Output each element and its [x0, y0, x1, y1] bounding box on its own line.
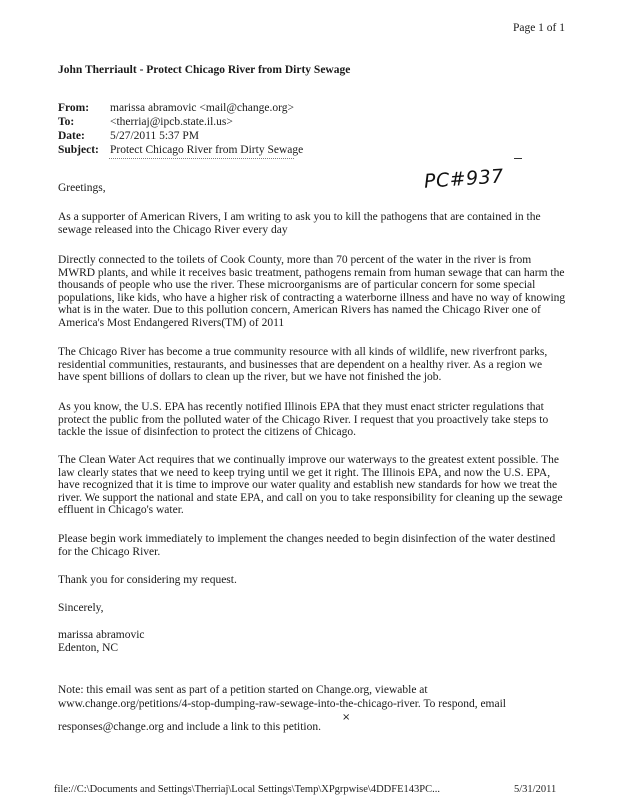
header-to-row — [58, 116, 233, 128]
paragraph-3: The Chicago River has become a true community resource with all kinds of wildlife, new riverfront parks, residential communities, restaurants, and businesses that are dependent on a healthy river. As a region we have spent billions of dollars to clean up the river, but we have not finished the job. — [58, 346, 548, 384]
x-mark: × — [342, 712, 351, 723]
note-line-2[interactable]: www.change.org/petitions/4-stop-dumping-raw-sewage-into-the-chicago-river. To respond, email — [58, 698, 506, 710]
cutoff-dash — [514, 158, 522, 159]
page-number: Page 1 of 1 — [512, 22, 565, 34]
signer-name: marissa abramovic — [58, 629, 145, 641]
cutoff-line — [109, 158, 294, 162]
thanks-line: Thank you for considering my request. — [58, 574, 237, 586]
header-subject-row — [58, 144, 303, 156]
document-title: John Therriault - Protect Chicago River from Dirty Sewage — [58, 64, 351, 76]
paragraph-5: The Clean Water Act requires that we continually improve our waterways to the greatest extent possible. The law clearly states that we need to keep trying until we get it right. The Illinois EPA, and now the U.S. EPA, have recognized that it is time to improve our water quality and establish new standards for how we treat the river. We support the national and state EPA, and call on you to take responsibility for cleaning up the sewage effluent in Chicago's water. — [58, 454, 563, 517]
paragraph-6: Please begin work immediately to implement the changes needed to begin disinfection of the water destined for the Chicago River. — [58, 533, 556, 558]
from-label: From: — [58, 102, 90, 114]
handwritten-stamp: PC#937 — [423, 165, 505, 193]
greeting: Greetings, — [58, 182, 106, 194]
paragraph-2: Directly connected to the toilets of Cook County, more than 70 percent of the water in the river is from MWRD plants, and while it receives basic treatment, pathogens remain from human sewage that can harm the thousands of people who use the river. These microorganisms are of particular concern for some special populations, like kids, who have a higher risk of contracting a waterborne illness and have no way of knowing what is in the water. Due to this pollution concern, American Rivers has named the Chicago River one of America's Most Endangered Rivers(TM) of 2011 — [58, 254, 566, 329]
signer-location: Edenton, NC — [58, 642, 119, 654]
subject-value: Protect Chicago River from Dirty Sewage — [110, 144, 304, 156]
header-from-row — [58, 102, 294, 114]
paragraph-4: As you know, the U.S. EPA has recently notified Illinois EPA that they must enact stricter regulations that protect the public from the polluted water of the Chicago River. I request that you proactively take steps to tackle the issue of disinfection to protect the citizens of Chicago. — [58, 401, 549, 439]
note-line-3[interactable]: responses@change.org and include a link to this petition. — [58, 721, 322, 733]
date-label: Date: — [58, 130, 85, 142]
date-value: 5/27/2011 5:37 PM — [110, 130, 200, 142]
from-value: marissa abramovic <mail@change.org> — [110, 102, 294, 114]
paragraph-1: As a supporter of American Rivers, I am writing to ask you to kill the pathogens that are contained in the sewage released into the Chicago River every day — [58, 211, 541, 236]
footer-date: 5/31/2011 — [514, 784, 557, 795]
footer-file-path: file://C:\Documents and Settings\Therriaj\Local Settings\Temp\XPgrpwise\4DDFE143PC... — [54, 784, 440, 795]
header-date-row — [58, 130, 199, 142]
closing: Sincerely, — [58, 602, 104, 614]
to-value: <therriaj@ipcb.state.il.us> — [110, 116, 233, 128]
to-label: To: — [58, 116, 75, 128]
subject-label: Subject: — [58, 144, 99, 156]
note-line-1: Note: this email was sent as part of a petition started on Change.org, viewable at — [58, 684, 428, 696]
